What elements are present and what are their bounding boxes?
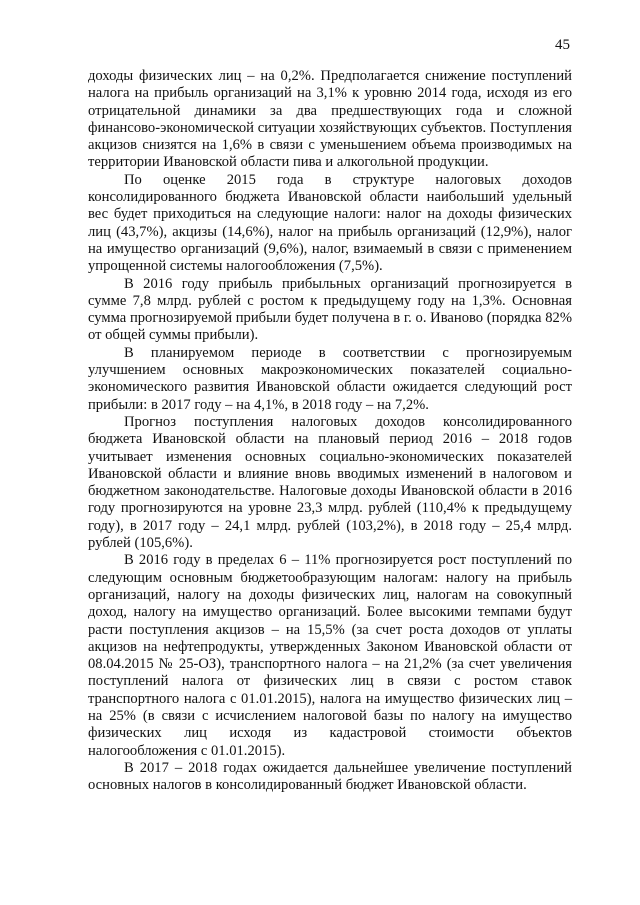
paragraph: По оценке 2015 года в структуре налоговых доходов консолидированного бюджета Ивановской области наибольший удельный вес будет приходиться на следующие налоги: налог на доходы физических лиц (43,7%), акцизы (14,6%), налог на прибыль организаций (12,9%), налог на имущество организаций (9,6%), налог, взимаемый в связи с применением упрощенной системы налогообложения (7,5%). — [88, 171, 572, 275]
page-number: 45 — [555, 37, 570, 53]
paragraph: В 2016 году прибыль прибыльных организаций прогнозируется в сумме 7,8 млрд. рублей с ростом к предыдущему году на 1,3%. Основная сумма прогнозируемой прибыли будет получена в г. о. Иваново (порядка 82% от общей суммы прибыли). — [88, 275, 572, 344]
document-body — [88, 68, 572, 794]
paragraph: доходы физических лиц – на 0,2%. Предполагается снижение поступлений налога на прибыль организаций на 3,1% к уровню 2014 года, исходя из его отрицательной динамики за два предшествующих года и сложной финансово-экономической ситуации хозяйствующих субъектов. Поступления акцизов снизятся на 1,6% в связи с уменьшением объема производимых на территории Ивановской области пива и алкогольной продукции. — [88, 68, 572, 171]
paragraph: В 2017 – 2018 годах ожидается дальнейшее увеличение поступлений основных налогов в консолидированный бюджет Ивановской области. — [88, 759, 572, 794]
paragraph: Прогноз поступления налоговых доходов консолидированного бюджета Ивановской области на плановый период 2016 – 2018 годов учитывает изменения основных социально-экономических показателей Ивановской области и влияние вновь вводимых изменений в налоговом и бюджетном законодательстве. Налоговые доходы Ивановской области в 2016 году прогнозируются на уровне 23,3 млрд. рублей (110,4% к предыдущему году), в 2017 году – 24,1 млрд. рублей (103,2%), в 2018 году – 25,4 млрд. рублей (105,6%). — [88, 413, 572, 552]
paragraph: В 2016 году в пределах 6 – 11% прогнозируется рост поступлений по следующим основным бюджетообразующим налогам: налогу на прибыль организаций, налогу на доходы физических лиц, налогам на совокупный доход, налогу на имущество организаций. Более высокими темпами будут расти поступления акцизов – на 15,5% (за счет роста доходов от уплаты акцизов на нефтепродукты, утвержденных Законом Ивановской области от 08.04.2015 № 25-ОЗ), транспортного налога – на 21,2% (за счет увеличения поступлений налога от физических лиц в связи с ростом ставок транспортного налога с 01.01.2015), налога на имущество физических лиц – на 25% (в связи с исчислением налоговой базы по налогу на имущество физических лиц исходя из кадастровой стоимости объектов налогообложения с 01.01.2015). — [88, 552, 572, 759]
paragraph: В планируемом периоде в соответствии с прогнозируемым улучшением основных макроэкономических показателей социально-экономического развития Ивановской области ожидается следующий рост прибыли: в 2017 году – на 4,1%, в 2018 году – на 7,2%. — [88, 344, 572, 413]
